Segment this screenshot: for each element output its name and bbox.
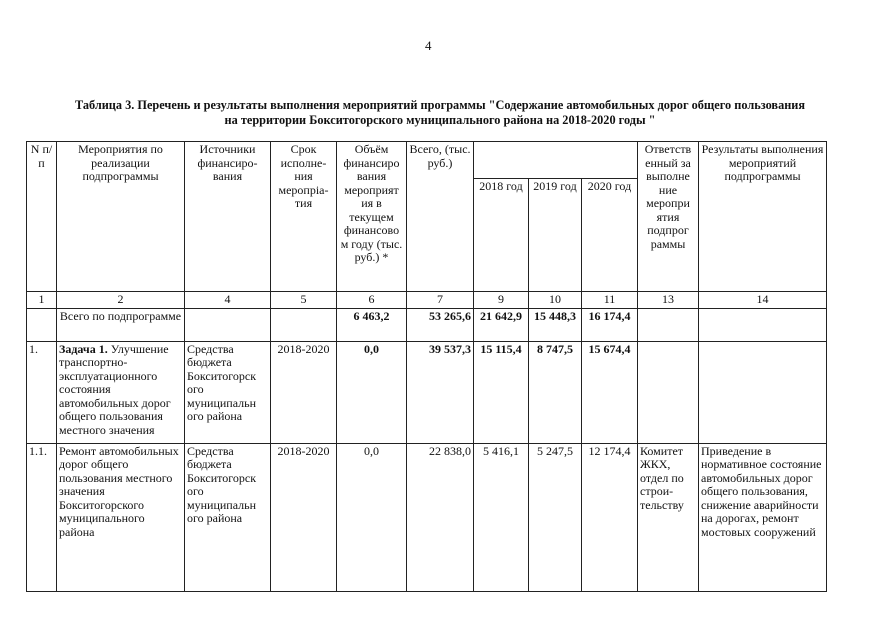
header-num: N п/п <box>27 142 57 292</box>
table-title-line1: Таблица 3. Перечень и результаты выполнения мероприятий программы "Содержание автомобильных дорог общего пользования <box>74 98 806 112</box>
item11-result: Приведение в нормативное состояние автомобильных дорог общего пользования, снижение аварийности на дорогах, ремонт мостовых сооружений <box>699 443 827 591</box>
total-label: Всего по подпрограмме <box>57 308 185 341</box>
column-number: 2 <box>57 292 185 309</box>
cell-empty <box>638 341 699 443</box>
total-2020: 16 174,4 <box>582 308 638 341</box>
header-year-2019: 2019 год <box>529 179 582 292</box>
total-2019: 15 448,3 <box>529 308 582 341</box>
item11-volume: 0,0 <box>337 443 407 591</box>
cell-empty <box>27 308 57 341</box>
header-year-2018: 2018 год <box>474 179 529 292</box>
task1-label-text: Улучшение транспортно-эксплуатационного состояния автомобильных дорог общего пользования местного значения <box>59 341 171 437</box>
column-number: 6 <box>337 292 407 309</box>
header-sources: Источники финансиро-вания <box>185 142 271 292</box>
column-number: 13 <box>638 292 699 309</box>
table-row-item-1-1 <box>27 443 827 591</box>
item11-2020: 12 174,4 <box>582 443 638 591</box>
item11-2019: 5 247,5 <box>529 443 582 591</box>
header-responsible: Ответств енный за выполне ние меропри ятия подпрог раммы <box>638 142 699 292</box>
task1-total: 39 537,3 <box>407 341 474 443</box>
column-number: 14 <box>699 292 827 309</box>
cell-empty <box>271 308 337 341</box>
column-number: 9 <box>474 292 529 309</box>
task1-2019: 8 747,5 <box>529 341 582 443</box>
item11-responsible: Комитет ЖКХ, отдел по строи-тельству <box>638 443 699 591</box>
header-volume: Объём финансиро вания мероприят ия в текущем финансово м году (тыс. руб.) * <box>337 142 407 292</box>
column-number: 4 <box>185 292 271 309</box>
header-results: Результаты выполнения мероприятий подпрограммы <box>699 142 827 292</box>
task1-2018: 15 115,4 <box>474 341 529 443</box>
cell-empty <box>638 308 699 341</box>
item11-num: 1.1. <box>27 443 57 591</box>
item11-total: 22 838,0 <box>407 443 474 591</box>
events-table <box>26 141 827 592</box>
cell-empty <box>185 308 271 341</box>
total-2018: 21 642,9 <box>474 308 529 341</box>
task1-num: 1. <box>27 341 57 443</box>
total-sum: 53 265,6 <box>407 308 474 341</box>
item11-source: Средства бюджета Бокситогорск ого муниципальн ого района <box>185 443 271 591</box>
page-number: 4 <box>425 38 432 53</box>
column-numbers-row <box>27 292 827 309</box>
header-events: Мероприятия по реализации подпрограммы <box>57 142 185 292</box>
column-number: 11 <box>582 292 638 309</box>
column-number: 10 <box>529 292 582 309</box>
total-volume: 6 463,2 <box>337 308 407 341</box>
task1-volume: 0,0 <box>337 341 407 443</box>
cell-empty <box>699 308 827 341</box>
task1-label-bold: Задача 1. <box>59 341 108 356</box>
table-row-total <box>27 308 827 341</box>
header-years-group <box>474 142 638 179</box>
table-title-line2: на территории Бокситогорского муниципального района на 2018-2020 годы " <box>224 113 656 127</box>
column-number: 1 <box>27 292 57 309</box>
task1-term: 2018-2020 <box>271 341 337 443</box>
item11-label: Ремонт автомобильных дорог общего пользования местного значения Бокситогорского муниципального района <box>57 443 185 591</box>
item11-term: 2018-2020 <box>271 443 337 591</box>
task1-source: Средства бюджета Бокситогорск ого муниципальн ого района <box>185 341 271 443</box>
header-row <box>27 142 827 179</box>
task1-label <box>57 341 185 443</box>
task1-2020: 15 674,4 <box>582 341 638 443</box>
table-row-task1 <box>27 341 827 443</box>
item11-2018: 5 416,1 <box>474 443 529 591</box>
column-number: 7 <box>407 292 474 309</box>
cell-empty <box>699 341 827 443</box>
header-term: Срок исполне-ния меропрia-тия <box>271 142 337 292</box>
header-total: Всего, (тыс. руб.) <box>407 142 474 292</box>
header-year-2020: 2020 год <box>582 179 638 292</box>
column-number: 5 <box>271 292 337 309</box>
table-title <box>30 98 850 128</box>
